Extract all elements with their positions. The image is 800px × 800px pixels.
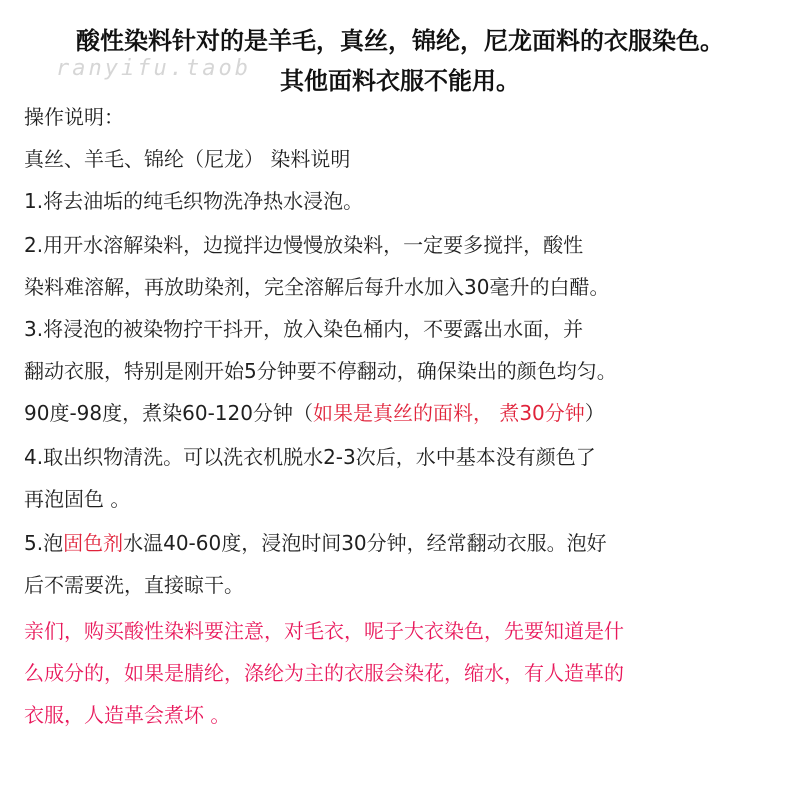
step-3-line-2: 翻动衣服，特别是刚开始5分钟要不停翻动，确保染出的颜色均匀。	[24, 359, 617, 383]
step-2-line-2: 染料难溶解，再放助染剂，完全溶解后每升水加入30毫升的白醋。	[24, 275, 610, 299]
step-5-line-1-prefix: 5.泡	[24, 531, 64, 555]
step-1: 1.将去油垢的纯毛织物洗净热水浸泡。	[24, 189, 364, 213]
step-5-line-1-suffix: 水温40-60度，浸泡时间30分钟，经常翻动衣服。泡好	[123, 531, 607, 555]
step-3-line-3-prefix: 90度-98度，煮染60-120分钟（	[24, 401, 313, 425]
warning-line-3: 衣服，人造革会煮坏 。	[24, 703, 231, 727]
step-3-line-3-suffix: ）	[584, 401, 605, 425]
step-3-line-1: 3.将浸泡的被染物拧干抖开，放入染色桶内，不要露出水面，并	[24, 317, 584, 341]
instructions-subtitle: 真丝、羊毛、锦纶（尼龙） 染料说明	[24, 147, 351, 171]
heading-line-1: 酸性染料针对的是羊毛，真丝，锦纶，尼龙面料的衣服染色。	[76, 27, 724, 55]
step-4-line-2: 再泡固色 。	[24, 487, 131, 511]
warning-line-2: 么成分的，如果是腈纶，涤纶为主的衣服会染花，缩水，有人造革的	[24, 661, 624, 685]
warning-line-1: 亲们，购买酸性染料要注意，对毛衣，呢子大衣染色，先要知道是什	[24, 619, 624, 643]
step-5-line-2: 后不需要洗，直接晾干。	[24, 573, 244, 597]
instructions-title: 操作说明：	[24, 105, 124, 129]
heading-line-2: 其他面料衣服不能用。	[280, 67, 520, 95]
watermark-text: ranyifu.taob	[56, 56, 251, 81]
step-5-line-1	[24, 530, 607, 556]
silk-note-highlight: 如果是真丝的面料， 煮30分钟	[312, 401, 585, 425]
step-2-line-1: 2.用开水溶解染料，边搅拌边慢慢放染料，一定要多搅拌，酸性	[24, 233, 584, 257]
step-4-line-1: 4.取出织物清洗。可以洗衣机脱水2-3次后，水中基本没有颜色了	[24, 445, 596, 469]
fixing-agent-highlight: 固色剂	[63, 531, 124, 555]
step-3-line-3	[24, 400, 605, 426]
